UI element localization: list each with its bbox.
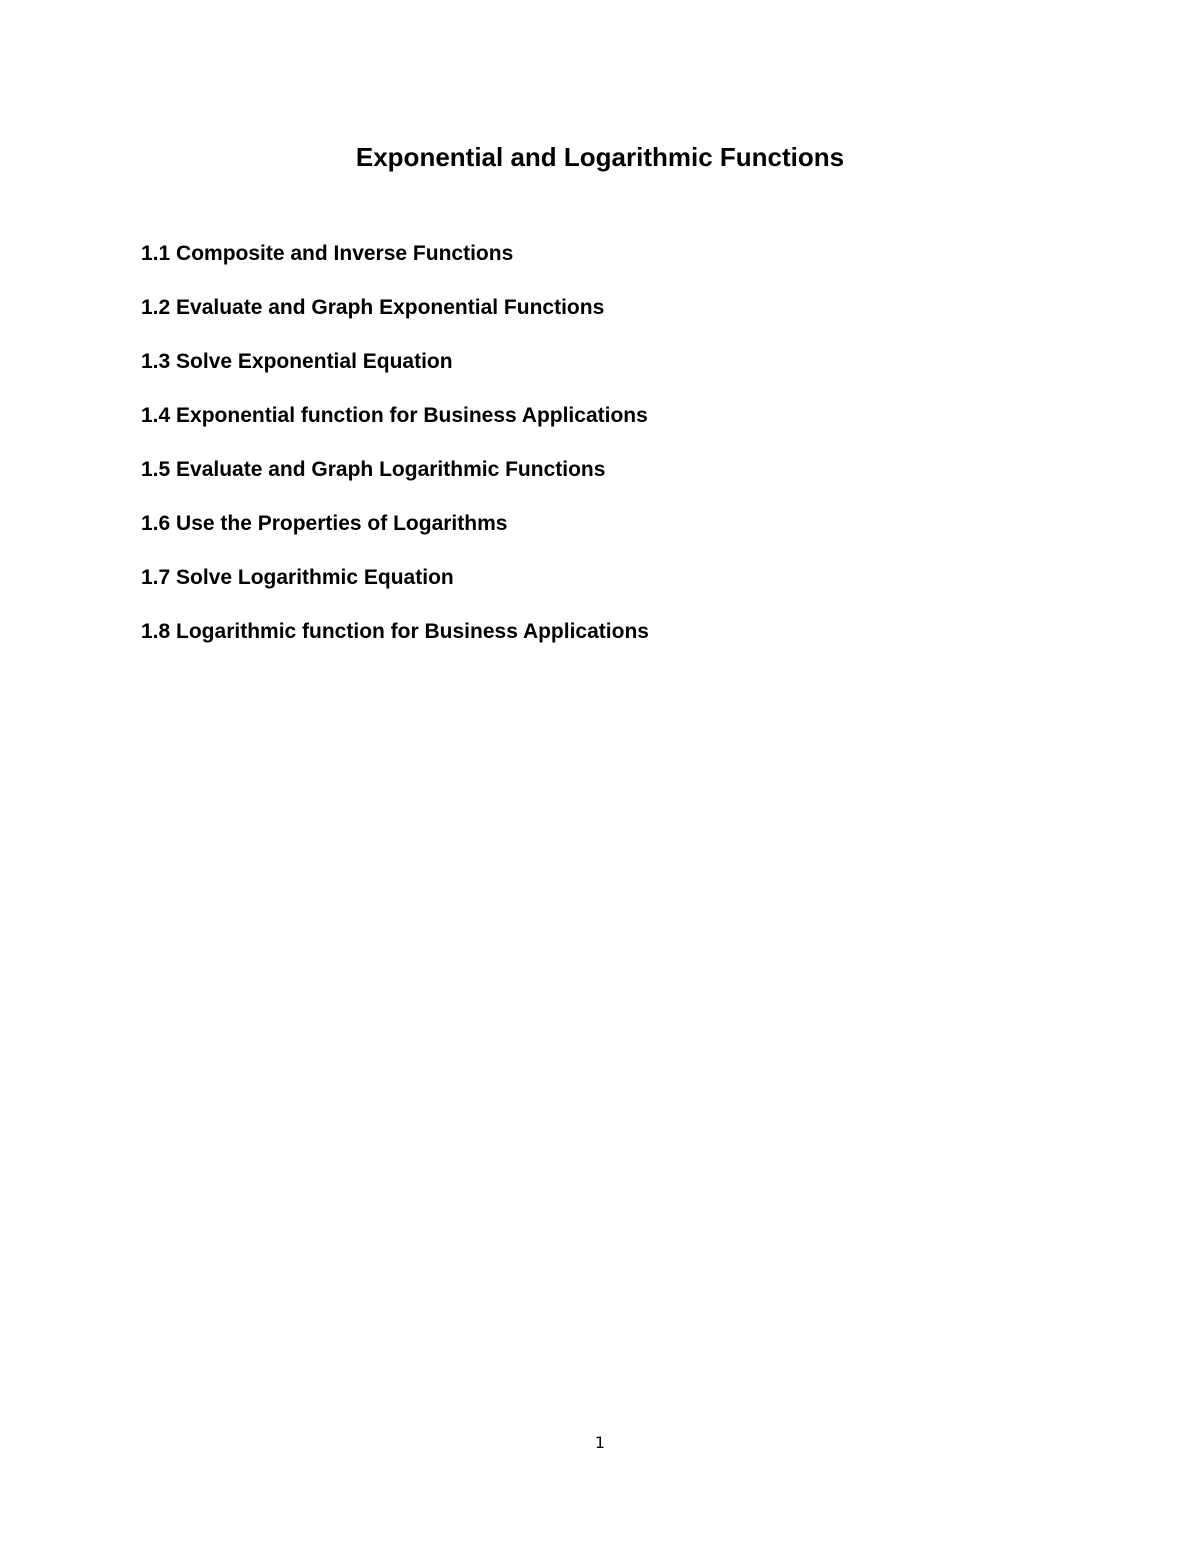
toc-item-1-5: 1.5 Evaluate and Graph Logarithmic Functions xyxy=(141,458,606,481)
page-title: Exponential and Logarithmic Functions xyxy=(355,142,845,172)
toc-item-1-4: 1.4 Exponential function for Business Applications xyxy=(141,404,648,427)
table-of-contents xyxy=(141,240,649,672)
toc-item-1-6: 1.6 Use the Properties of Logarithms xyxy=(141,512,508,535)
toc-item-1-8: 1.8 Logarithmic function for Business Applications xyxy=(141,620,649,643)
page-number: 1 xyxy=(594,1433,606,1452)
toc-item-1-3: 1.3 Solve Exponential Equation xyxy=(141,350,453,373)
toc-item-1-2: 1.2 Evaluate and Graph Exponential Functions xyxy=(141,296,605,319)
toc-item-1-7: 1.7 Solve Logarithmic Equation xyxy=(141,566,454,589)
toc-item-1-1: 1.1 Composite and Inverse Functions xyxy=(141,242,514,265)
